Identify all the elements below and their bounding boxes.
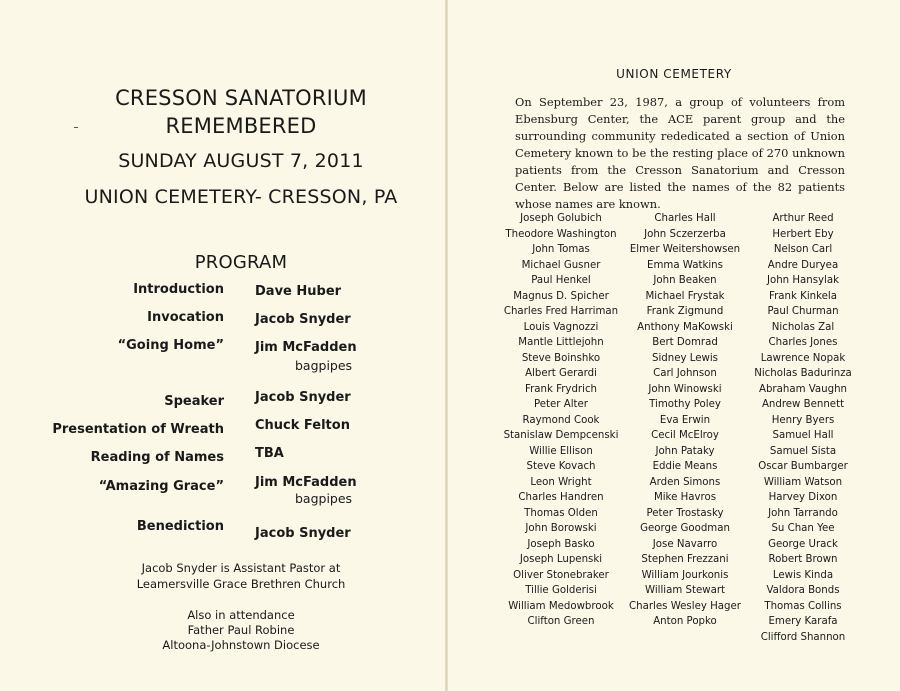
patient-name: Samuel Hall <box>772 430 834 442</box>
patient-name: John Winowski <box>648 383 722 395</box>
patient-name: Stephen Frezzani <box>641 554 729 566</box>
patient-name: Abraham Vaughn <box>759 383 847 395</box>
patient-name: Sidney Lewis <box>652 352 718 364</box>
patient-name: Tillie Golderisi <box>525 585 597 597</box>
patient-name: Charles Hall <box>654 213 716 224</box>
title-line-2: REMEMBERED <box>165 114 317 138</box>
patient-name: Charles Fred Harriman <box>503 306 619 318</box>
program-label: Invocation <box>147 310 224 325</box>
patient-name: Timothy Poley <box>649 399 721 411</box>
patient-name: Joseph Basko <box>527 538 595 550</box>
program-heading: PROGRAM <box>194 252 288 273</box>
program-label: “Going Home” <box>117 338 224 353</box>
patient-name: Charles Jones <box>768 337 838 349</box>
program-label: “Amazing Grace” <box>98 479 224 494</box>
cemetery-heading: UNION CEMETERY <box>616 67 732 81</box>
patient-name: Jose Navarro <box>652 538 718 550</box>
event-date: SUNDAY AUGUST 7, 2011 <box>118 150 364 172</box>
program-value: Chuck Felton <box>255 418 350 433</box>
program-label: Reading of Names <box>90 450 224 465</box>
program-label: Presentation of Wreath <box>52 422 224 437</box>
program-label: Benediction <box>136 519 224 534</box>
patient-name: Herbert Eby <box>772 228 834 240</box>
patient-name: Theodore Washington <box>505 228 617 240</box>
left-page <box>0 0 446 691</box>
patient-name: Nelson Carl <box>773 244 833 256</box>
patient-name: Oscar Bumbarger <box>758 461 848 473</box>
patient-name: Robert Brown <box>768 554 838 566</box>
patient-name: Cecil McElroy <box>651 430 719 442</box>
patient-name: Frank Zigmund <box>646 306 724 318</box>
patient-name: Emma Watkins <box>647 259 723 271</box>
patient-name: Mantle Littlejohn <box>518 337 604 349</box>
program-value: Jim McFadden <box>255 475 357 490</box>
patient-name: Michael Gusner <box>521 259 601 271</box>
program-value: TBA <box>255 446 284 461</box>
title-line-1: CRESSON SANATORIUM <box>115 86 367 110</box>
patient-name: William Stewart <box>644 585 726 597</box>
patient-name: Frank Frydrich <box>524 383 598 395</box>
patient-name: John Tomas <box>532 244 590 256</box>
patient-name: Oliver Stonebraker <box>513 569 609 581</box>
patient-name: William Medowbrook <box>508 600 614 612</box>
attendance-line-3: Altoona-Johnstown Diocese <box>162 638 320 652</box>
patient-name: Carl Johnson <box>653 368 717 380</box>
patient-name: Charles Wesley Hager <box>629 600 741 612</box>
patient-name: Elmer Weitershowsen <box>629 244 741 256</box>
patient-name: John Tarrando <box>768 507 838 519</box>
patient-name: Eva Erwin <box>659 414 711 426</box>
patient-name: John Hansylak <box>766 275 840 287</box>
patient-name: Harvey Dixon <box>768 492 838 504</box>
patient-name: Leon Wright <box>530 476 592 488</box>
program-label: Introduction <box>133 282 224 297</box>
patient-name: Magnus D. Spicher <box>513 290 609 302</box>
patient-name: Samuel Sista <box>769 445 837 457</box>
program-value: Jacob Snyder <box>255 390 351 405</box>
patient-name: Steve Kovach <box>526 461 596 473</box>
patient-name: Steve Boinshko <box>521 352 601 364</box>
patient-name: Peter Alter <box>534 399 588 411</box>
patient-name: Joseph Golubich <box>520 213 602 224</box>
patient-name: Clifton Green <box>527 616 595 628</box>
program-value: Dave Huber <box>255 284 342 299</box>
patient-name: Bert Domrad <box>652 337 718 349</box>
patient-name: John Sczerzerba <box>644 228 726 240</box>
patient-name: Arthur Reed <box>772 213 834 224</box>
patient-name: Lawrence Nopak <box>760 352 846 364</box>
patient-name: Su Chan Yee <box>771 523 835 535</box>
patient-name: Andre Duryea <box>767 259 839 271</box>
patient-name: John Beaken <box>653 275 717 287</box>
patient-name: John Pataky <box>655 445 715 457</box>
patient-name: George Urack <box>768 538 838 550</box>
patient-name: Arden Simons <box>649 476 721 488</box>
patient-name: Thomas Olden <box>524 507 598 519</box>
program-note: bagpipes <box>295 358 353 373</box>
patient-name: William Watson <box>763 476 843 488</box>
patient-name: Joseph Lupenski <box>519 554 603 566</box>
patient-name: Nicholas Zal <box>771 321 835 333</box>
patient-name: Paul Henkel <box>531 275 591 287</box>
right-page <box>448 0 900 691</box>
patient-name: Anton Popko <box>653 616 717 628</box>
program-label: Speaker <box>164 394 224 409</box>
patient-name: Henry Byers <box>771 414 835 426</box>
event-location: UNION CEMETERY- CRESSON, PA <box>84 186 398 208</box>
program-value: Jacob Snyder <box>255 312 351 327</box>
attendance-line-2: Father Paul Robine <box>187 623 295 637</box>
intro-paragraph: On September 23, 1987, a group of volunteers from Ebensburg Center, the ACE parent group and the surrounding community rededicated a section of Union Cemetery known to be the resting place of 270 unknown patients from the Cresson Sanatorium and Cresson Center. Below are listed the names of the 82 patients whose names are known. <box>515 95 845 211</box>
patient-name: Paul Churman <box>767 306 839 318</box>
patient-name: Stanislaw Dempcenski <box>503 430 619 442</box>
patient-name: George Goodman <box>640 523 730 535</box>
program-value: Jacob Snyder <box>255 526 351 541</box>
patient-name: Louis Vagnozzi <box>523 321 599 333</box>
patient-name: Lewis Kinda <box>772 569 834 581</box>
program-note: bagpipes <box>295 491 353 506</box>
patient-name: Anthony MaKowski <box>637 321 733 333</box>
patient-name: Michael Frystak <box>645 290 725 302</box>
patient-name: Thomas Collins <box>764 600 842 612</box>
patient-name: Willie Ellison <box>529 445 593 457</box>
patient-name: Raymond Cook <box>522 414 600 426</box>
patient-name: Mike Havros <box>653 492 717 504</box>
patient-name: Nicholas Badurinza <box>754 368 852 380</box>
pastor-note-line-2: Leamersville Grace Brethren Church <box>136 577 346 591</box>
patient-name: Charles Handren <box>518 492 604 504</box>
patient-name: Eddie Means <box>652 461 718 473</box>
patient-name: Emery Karafa <box>768 616 838 628</box>
patient-name: Clifford Shannon <box>760 631 846 643</box>
patient-name: Valdora Bonds <box>766 585 840 597</box>
patient-name: Albert Gerardi <box>525 368 597 380</box>
patient-name: Andrew Bennett <box>761 399 845 411</box>
pastor-note-line-1: Jacob Snyder is Assistant Pastor at <box>141 561 341 575</box>
names-column-3 <box>728 211 878 645</box>
program-value: Jim McFadden <box>255 340 357 355</box>
patient-name: William Jourkonis <box>641 569 729 581</box>
patient-name: John Borowski <box>525 523 597 535</box>
attendance-line-1: Also in attendance <box>187 608 295 622</box>
patient-name: Frank Kinkela <box>769 290 837 302</box>
patient-name: Peter Trostasky <box>646 507 724 519</box>
